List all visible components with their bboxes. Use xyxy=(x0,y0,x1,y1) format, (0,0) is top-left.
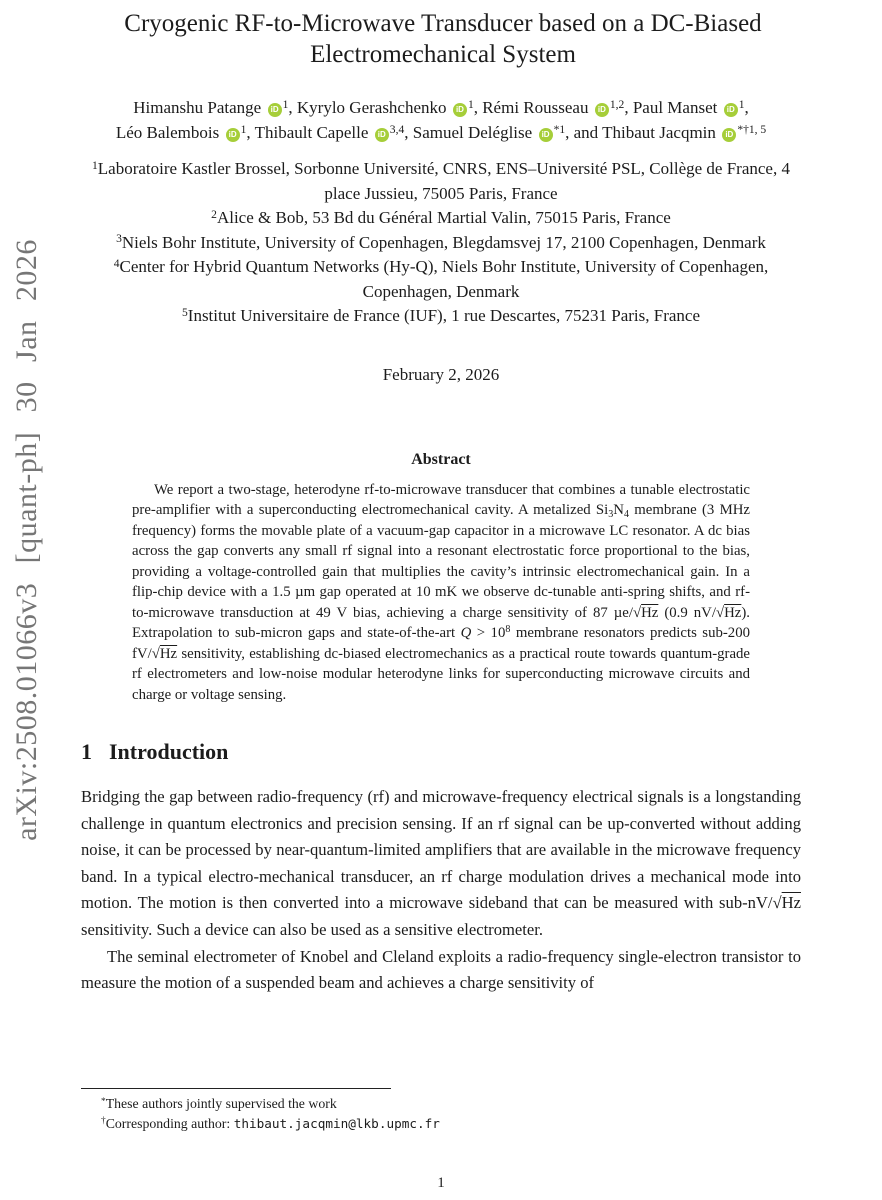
orcid-icon[interactable]: iD xyxy=(595,103,609,117)
arxiv-stamp: arXiv:2508.01066v3 [quant-ph] 30 Jan 2026 xyxy=(10,239,43,841)
affiliation: $^2$Alice & Bob, 53 Bd du Général Martial Valin, 75015 Paris, France xyxy=(211,207,671,227)
author: Himanshu Patange iD $^1$ xyxy=(133,97,289,117)
footnote-marker: † xyxy=(101,1116,106,1127)
affiliation: $^3$Niels Bohr Institute, University of Copenhagen, Blegdamsvej 17, 2100 Copenhagen, Denmark xyxy=(116,232,766,252)
orcid-icon[interactable]: iD xyxy=(724,103,738,117)
affiliation: $^4$Center for Hybrid Quantum Networks (Hy-Q), Niels Bohr Institute, University of Copenhagen, Copenhagen, Denmark xyxy=(113,256,769,301)
author-affiliation-marker: 1 xyxy=(467,97,474,111)
orcid-icon[interactable]: iD xyxy=(539,128,553,142)
author-affiliation-marker: 3,4 xyxy=(389,122,405,136)
footnotes-area xyxy=(81,1088,801,1133)
text-segment-sub: 4 xyxy=(623,508,630,520)
author: Léo Balembois iD $^1$ xyxy=(115,122,247,142)
author: Rémi Rousseau iD $^{1,2}$ xyxy=(482,97,625,117)
section-number: 1 xyxy=(81,739,92,764)
orcid-icon[interactable]: iD xyxy=(453,103,467,117)
footnote: *These authors jointly supervised the work xyxy=(101,1096,337,1111)
orcid-icon[interactable]: iD xyxy=(375,128,389,142)
author-affiliation-marker: *1 xyxy=(553,122,566,136)
paper-title: Cryogenic RF-to-Microwave Transducer based on a DC-Biased Electromechanical System xyxy=(124,10,762,68)
publication-date: February 2, 2026 xyxy=(382,364,500,384)
affiliation-number: 2 xyxy=(211,207,217,221)
text-segment-ov: Hz xyxy=(159,645,178,662)
author: Thibault Capelle iD $^{3,4}$ xyxy=(254,122,405,142)
page-number: 1 xyxy=(437,1175,445,1191)
footnote-rule xyxy=(81,1088,391,1089)
text-segment-i: Q xyxy=(460,625,472,641)
author-affiliation-marker: 1 xyxy=(240,122,247,136)
section-title: Introduction xyxy=(109,739,229,764)
author: Thibaut Jacqmin iD $^{*\dagger 1, 5}$ xyxy=(602,122,767,142)
affiliation-number: 1 xyxy=(92,158,98,172)
text-segment-ov: Hz xyxy=(724,604,742,621)
author: Samuel Deléglise iD $^{*1}$ xyxy=(412,122,566,142)
affiliation-number: 3 xyxy=(116,232,122,246)
body-paragraph: The seminal electrometer of Knobel and Cleland exploits a radio-frequency single-electron transistor to measure the motion of a suspended beam and achieves a charge sensitivity of xyxy=(81,946,801,993)
abstract-heading: Abstract xyxy=(411,450,471,468)
orcid-icon[interactable]: iD xyxy=(722,128,736,142)
author-affiliation-marker: 1,2 xyxy=(609,97,625,111)
section-heading xyxy=(81,737,801,767)
abstract-text: We report a two-stage, heterodyne rf-to-microwave transducer that combines a tunable electrostatic pre-amplifier with a superconducting electromechanical cavity. A metalized $Si_3N_4$ membrane (3 MHz frequency) forms the movable plate of a vacuum-gap capacitor in a microwave LC resonator. A dc bias across the gap converts any small rf signal into a resonant electrostatic force proportional to the bias, providing a voltage-controlled gain that multiplies the cavity’s intrinsic electromechanical gain. In a flip-chip device with a 1.5 µm gap operated at 10 mK we observe dc-tunable anti-spring shifts, and rf-to-microwave transduction at 49 V bias, achieving a charge sensitivity of 87 µe/√Hz (0.9 nV/√Hz). Extrapolation to sub-micron gaps and state-of-the-art $Q > 10^8$ membrane resonators predicts sub-200 fV/√Hz sensitivity, establishing dc-biased electromechanics as a practical route towards quantum-grade rf electrometers and low-noise modular heterodyne links for superconducting microwave circuits and charge or voltage sensing. xyxy=(132,481,750,703)
affiliation: $^1$Laboratoire Kastler Brossel, Sorbonne Université, CNRS, ENS–Université PSL, Collège de France, 4 place Jussieu, 75005 Paris, France xyxy=(92,158,790,203)
footnote-marker: * xyxy=(101,1096,106,1107)
author-affiliation-marker: *†1, 5 xyxy=(737,122,767,136)
body-text xyxy=(81,784,801,997)
author: Paul Manset iD $^1$ xyxy=(632,97,745,117)
text-segment-mono: thibaut.jacqmin@lkb.upmc.fr xyxy=(233,1115,440,1131)
author: Kyrylo Gerashchenko iD $^1$ xyxy=(296,97,474,117)
text-segment-sub: 3 xyxy=(608,508,614,520)
orcid-icon[interactable]: iD xyxy=(226,128,240,142)
orcid-icon[interactable]: iD xyxy=(268,103,282,117)
affiliation-number: 5 xyxy=(182,305,188,319)
affiliation: $^5$Institut Universitaire de France (IUF), 1 rue Descartes, 75231 Paris, France xyxy=(182,305,700,325)
affiliation-number: 4 xyxy=(113,256,120,270)
text-segment-ov: Hz xyxy=(641,604,659,621)
text-segment-sup: 8 xyxy=(505,624,511,636)
affiliation-list xyxy=(81,157,801,329)
author-affiliation-marker: 1 xyxy=(738,97,745,111)
text-segment-ov: Hz xyxy=(781,893,801,913)
footnote: †Corresponding author: thibaut.jacqmin@lkb.upmc.fr xyxy=(101,1115,440,1131)
body-paragraph: Bridging the gap between radio-frequency (rf) and microwave-frequency electrical signals is a longstanding challenge in quantum electronics and precision sensing. If an rf signal can be up-converted without adding noise, it can be processed by near-quantum-limited amplifiers that are available in the microwave frequency band. In a typical electro-mechanical transducer, an rf charge modulation drives a mechanical mode into motion. The motion is then converted into a microwave sideband that can be measured with sub-nV/√Hz sensitivity. Such a device can also be used as a sensitive electrometer. xyxy=(81,787,801,939)
author-list: Himanshu Patange iD $^1$, Kyrylo Gerashchenko iD $^1$, Rémi Rousseau iD $^{1,2}$, Paul Manset iD $^1$, Léo Balembois iD $^1$, Thibault Capelle iD $^{3,4}$, Samuel Deléglise iD $^{*1}$, and Thibaut Jacqmin iD $^{*\dagger 1, 5}$ xyxy=(115,97,767,142)
author-affiliation-marker: 1 xyxy=(282,97,289,111)
